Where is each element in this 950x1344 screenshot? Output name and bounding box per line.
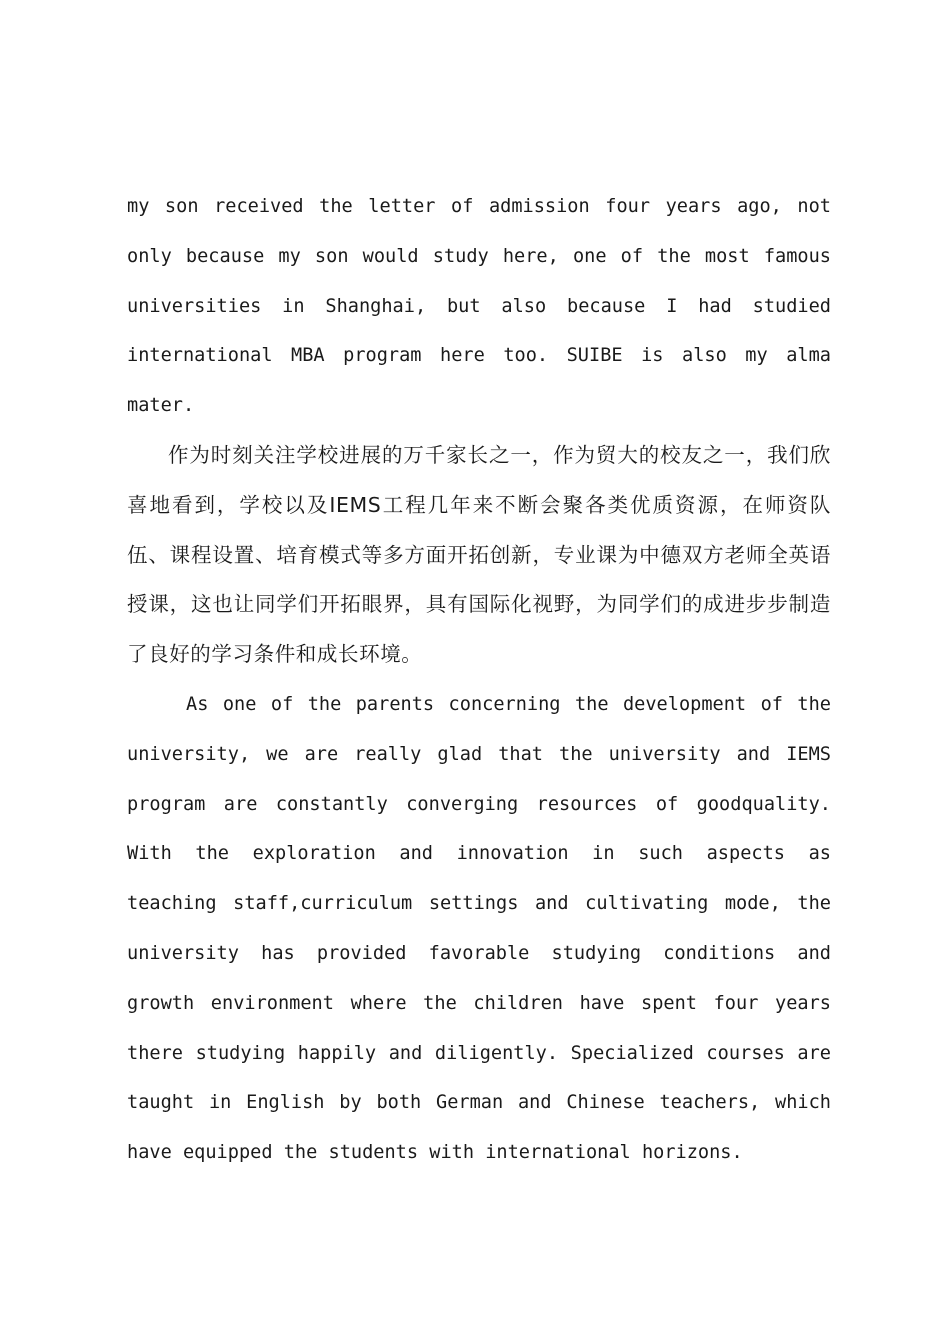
paragraph-chinese: 作为时刻关注学校进展的万千家长之一，作为贸大的校友之一，我们欣喜地看到，学校以及IEMS工程几年来不断会聚各类优质资源，在师资队伍、课程设置、培育模式等多方面开拓创新，专业课为中德双方老师全英语授课，这也让同学们开拓眼界，具有国际化视野，为同学们的成进步步制造了良好的学习条件和成长环境。: [127, 442, 831, 667]
paragraph-english-2: As one of the parents concerning the development of the university, we are really glad that the university and IEMS program are constantly converging resources of goodquality. With the exploration and innovation in such aspects as teaching staff,curriculum settings and cultivating mode, the university has provided favorable studying conditions and growth environment where the children have spent four years there studying happily and diligently. Specialized courses are taught in English by both German and Chinese teachers, which have equipped the students with international horizons.: [127, 693, 831, 1164]
document-body: [127, 182, 831, 1178]
paragraph-english-1: my son received the letter of admission four years ago, not only because my son would study here, one of the most famous universities in Shanghai, but also because I had studied international MBA program here too. SUIBE is also my alma mater.: [127, 196, 831, 417]
